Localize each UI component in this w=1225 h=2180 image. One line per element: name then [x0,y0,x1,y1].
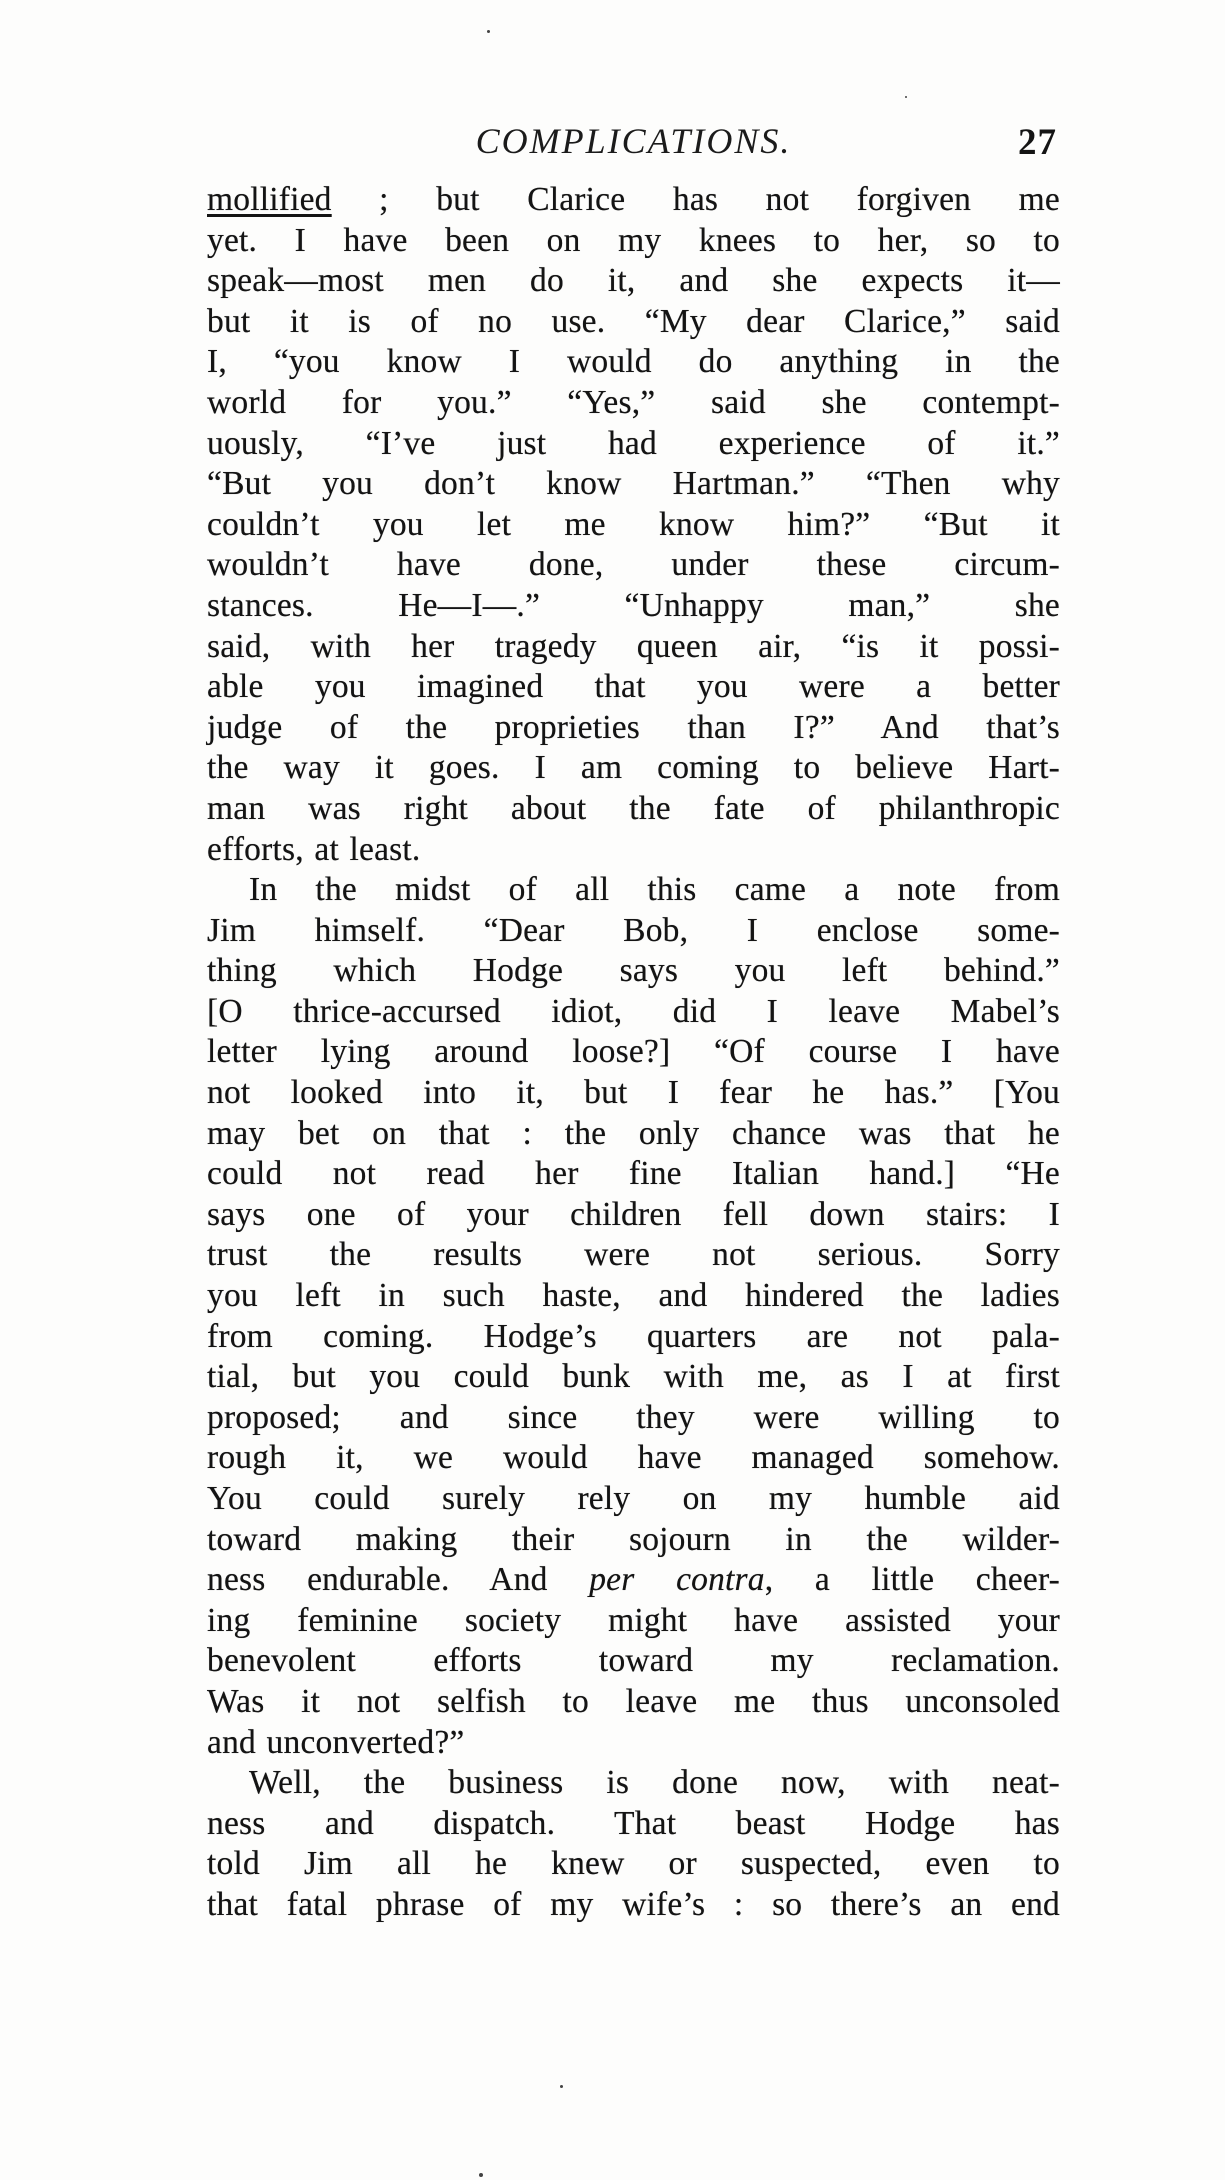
scan-speck [479,2173,483,2177]
text-line [207,464,1060,505]
text-run: said, with her tragedy queen air, “is it possi- [207,627,1060,665]
text-run: stances. He—I—.” “Unhappy man,” she [207,586,1060,624]
text-line [207,627,1060,668]
text-run: “But you don’t know Hartman.” “Then why [207,465,1060,503]
text-run: but it is of no use. “My dear Clarice,” said [207,302,1060,340]
text-run: rough it, we would have managed somehow. [207,1439,1060,1477]
text-line [207,708,1060,749]
text-run: ness endurable. And [207,1561,590,1599]
text-line [207,261,1060,302]
text-line [207,1154,1060,1195]
text-run: couldn’t you let me know him?” “But it [207,505,1060,543]
text-line [207,789,1060,830]
scan-speck [487,30,490,33]
text-line [207,1560,1060,1601]
text-line [207,1682,1060,1723]
text-line [207,1114,1060,1155]
page-body [207,180,1060,1926]
text-run: that fatal phrase of my wife’s : so there’s an end [207,1885,1060,1923]
text-line [207,1723,1060,1764]
text-line [207,870,1060,911]
text-run: ; but Clarice has not forgiven me [331,181,1060,218]
italic-phrase: per contra [589,1561,765,1599]
text-run: ness and dispatch. That beast Hodge has [207,1804,1060,1842]
text-run: told Jim all he knew or suspected, even to [207,1845,1060,1883]
text-line [207,1073,1060,1114]
text-run: In the midst of all this came a note from [249,871,1060,909]
text-line [207,830,1060,871]
text-run: world for you.” “Yes,” said she contempt- [207,383,1060,421]
text-line [207,221,1060,262]
text-run: the way it goes. I am coming to believe Hart- [207,749,1060,787]
text-run: toward making their sojourn in the wilder- [207,1520,1060,1558]
text-line [207,302,1060,343]
text-run: ing feminine society might have assisted your [207,1601,1060,1639]
text-run: yet. I have been on my knees to her, so to [207,221,1060,259]
text-run: Jim himself. “Dear Bob, I enclose some- [207,911,1060,949]
text-line [207,342,1060,383]
text-run: wouldn’t have done, under these circum- [207,546,1060,584]
text-line [207,1398,1060,1439]
text-run: not looked into it, but I fear he has.” [You [207,1074,1060,1112]
page-number: 27 [1018,122,1057,163]
text-line [207,1235,1060,1276]
text-run: trust the results were not serious. Sorry [207,1236,1060,1274]
text-run: speak—most men do it, and she expects it— [207,262,1060,300]
text-line [207,911,1060,952]
scan-speck [560,2085,563,2088]
text-line [207,1276,1060,1317]
text-run: says one of your children fell down stairs: I [207,1195,1060,1233]
text-line [207,383,1060,424]
text-run: proposed; and since they were willing to [207,1398,1060,1436]
text-run: may bet on that : the only chance was that he [207,1114,1060,1152]
text-line [207,1479,1060,1520]
text-run: Was it not selfish to leave me thus unconsoled [207,1682,1060,1720]
text-line [207,180,1060,221]
text-run: benevolent efforts toward my reclamation. [207,1642,1060,1680]
text-line [207,1357,1060,1398]
text-run: and unconverted?” [207,1723,465,1761]
text-run: Well, the business is done now, with neat- [249,1764,1060,1802]
text-run: tial, but you could bunk with me, as I at first [207,1358,1060,1396]
text-line [207,1844,1060,1885]
text-line [207,1520,1060,1561]
text-run: uously, “I’ve just had experience of it.” [207,424,1060,462]
text-line [207,1885,1060,1926]
text-line [207,951,1060,992]
text-run: efforts, at least. [207,830,421,868]
text-line [207,1438,1060,1479]
text-line [207,748,1060,789]
text-line [207,424,1060,465]
text-line [207,1032,1060,1073]
text-line [207,505,1060,546]
text-line [207,1804,1060,1845]
underlined-word: mollified [207,181,332,218]
text-run: judge of the proprieties than I?” And that’s [207,708,1060,746]
text-run: [O thrice-accursed idiot, did I leave Mabel’s [207,992,1060,1030]
text-run: from coming. Hodge’s quarters are not pala- [207,1317,1060,1355]
text-line [207,1763,1060,1804]
text-line [207,545,1060,586]
text-run: you left in such haste, and hindered the ladies [207,1277,1060,1315]
text-run: , a little cheer- [764,1561,1060,1599]
text-line [207,1601,1060,1642]
text-run: able you imagined that you were a better [207,668,1060,706]
text-line [207,1641,1060,1682]
text-line [207,1317,1060,1358]
text-run: You could surely rely on my humble aid [207,1480,1060,1517]
running-header-title: COMPLICATIONS. [475,121,792,161]
text-line [207,667,1060,708]
text-run: thing which Hodge says you left behind.” [207,952,1060,990]
scan-speck [905,96,907,98]
text-run: letter lying around loose?] “Of course I have [207,1033,1060,1071]
text-line [207,586,1060,627]
text-run: could not read her fine Italian hand.] “He [207,1155,1060,1193]
text-run: man was right about the fate of philanthropic [207,789,1060,827]
text-line [207,992,1060,1033]
text-run: I, “you know I would do anything in the [207,343,1060,381]
text-line [207,1195,1060,1236]
